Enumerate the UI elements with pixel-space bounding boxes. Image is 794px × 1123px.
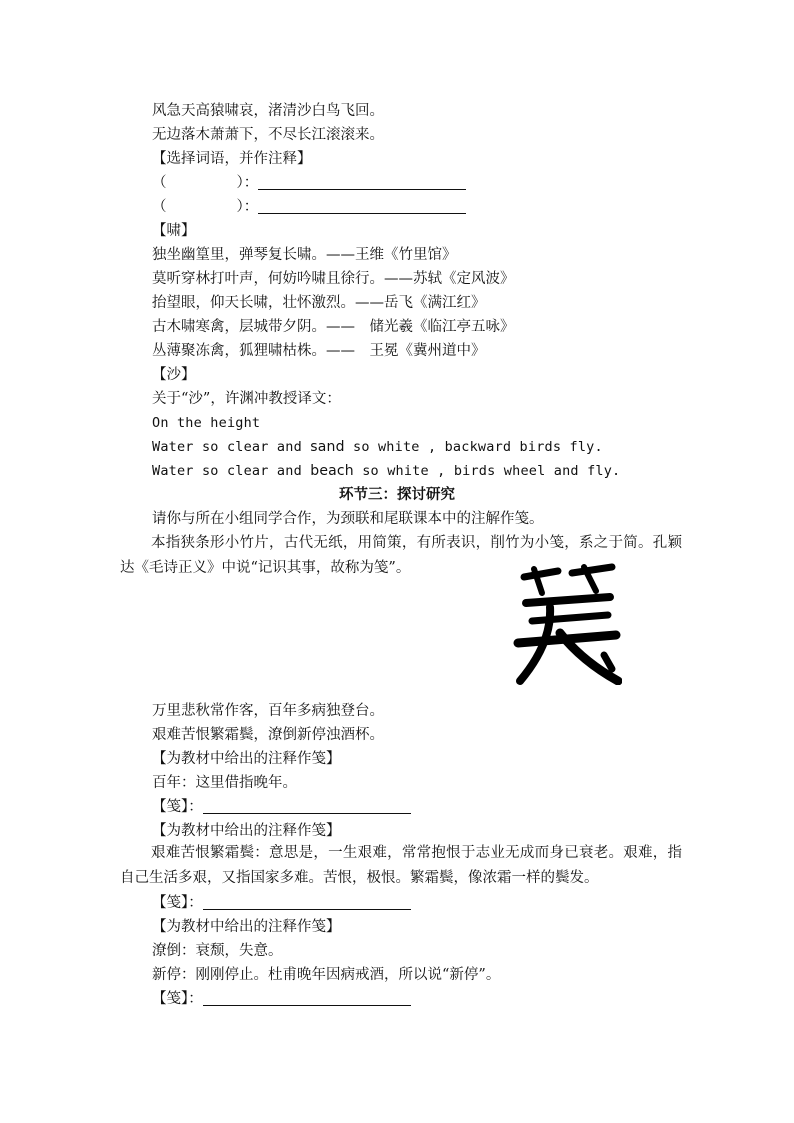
answer-blank[interactable] [258, 175, 466, 190]
poem-line: 无边落木萧萧下，不尽长江滚滚来。 [152, 127, 384, 143]
answer-blank[interactable] [203, 895, 411, 910]
quote-line: 抬望眼，仰天长啸，壮怀激烈。——岳飞《满江红》 [152, 295, 486, 311]
emphasis-word: sand [310, 439, 345, 455]
quote-line: 莫听穿林打叶声，何妨吟啸且徐行。——苏轼《定风波》 [152, 271, 515, 287]
jian-label: 【笺】： [152, 991, 203, 1007]
poem-line: 风急天高猿啸哀，渚清沙白鸟飞回。 [152, 103, 384, 119]
answer-blank[interactable] [203, 991, 411, 1006]
poem-line: 艰难苦恨繁霜鬓，潦倒新停浊酒杯。 [152, 727, 384, 743]
quote-line: 独坐幽篁里，弹琴复长啸。——王维《竹里馆》 [152, 247, 457, 263]
sha-intro: 关于“沙”，许渊冲教授译文： [152, 391, 341, 407]
english-line: On the height [152, 415, 261, 431]
seal-character-image [512, 563, 622, 685]
jian-label: 【笺】： [152, 799, 203, 815]
note-heading: 【为教材中给出的注释作笺】 [152, 751, 341, 767]
english-line: Water so clear and sand so white , backward birds fly. [152, 439, 603, 455]
jian-definition: 本指狭条形小竹片，古代无纸，用简策，有所表识，削竹为小笺，系之于简。孔颖达《毛诗正义》中说“记识其事，故称为笺”。 [120, 535, 682, 576]
task-line: 请你与所在小组同学合作，为颈联和尾联课本中的注解作笺。 [152, 511, 544, 527]
blank-row [152, 197, 466, 217]
quote-line: 丛薄聚冻禽，狐狸啸枯株。—— 王冕《冀州道中》 [152, 343, 486, 359]
note-heading: 【为教材中给出的注释作笺】 [152, 919, 341, 935]
note-line: 百年：这里借指晚年。 [152, 775, 297, 791]
note-paragraph: 艰难苦恨繁霜鬓：意思是，一生艰难，常常抱恨于志业无成而身已衰老。艰难，指自己生活多艰，又指国家多难。苦恨，极恨。繁霜鬓，像浓霜一样的鬓发。 [120, 845, 682, 886]
jian-label: 【笺】： [152, 895, 203, 911]
sha-heading: 【沙】 [152, 367, 196, 383]
jian-answer-row [152, 989, 411, 1009]
blank-row [152, 173, 466, 193]
section-title: 环节三：探讨研究 [339, 486, 455, 503]
answer-blank[interactable] [203, 799, 411, 814]
note-line: 潦倒：衰颓，失意。 [152, 943, 283, 959]
note-line: 新停：刚刚停止。杜甫晚年因病戒酒，所以说“新停”。 [152, 967, 501, 983]
poem-line: 万里悲秋常作客，百年多病独登台。 [152, 703, 384, 719]
xiao-heading: 【啸】 [152, 223, 196, 239]
emphasis-word: beach [310, 463, 354, 479]
select-heading: 【选择词语，并作注释】 [152, 151, 312, 167]
paren-open: （ [152, 175, 167, 191]
jian-answer-row [152, 893, 411, 913]
paren-close: ）： [236, 199, 259, 215]
paren-open: （ [152, 199, 167, 215]
paren-close: ）： [236, 175, 259, 191]
jian-answer-row [152, 797, 411, 817]
english-line: Water so clear and beach so white , birds wheel and fly. [152, 463, 621, 479]
answer-blank[interactable] [258, 199, 466, 214]
note-heading: 【为教材中给出的注释作笺】 [152, 823, 341, 839]
quote-line: 古木啸寒禽，层城带夕阴。—— 储光羲《临江亭五咏》 [152, 319, 515, 335]
